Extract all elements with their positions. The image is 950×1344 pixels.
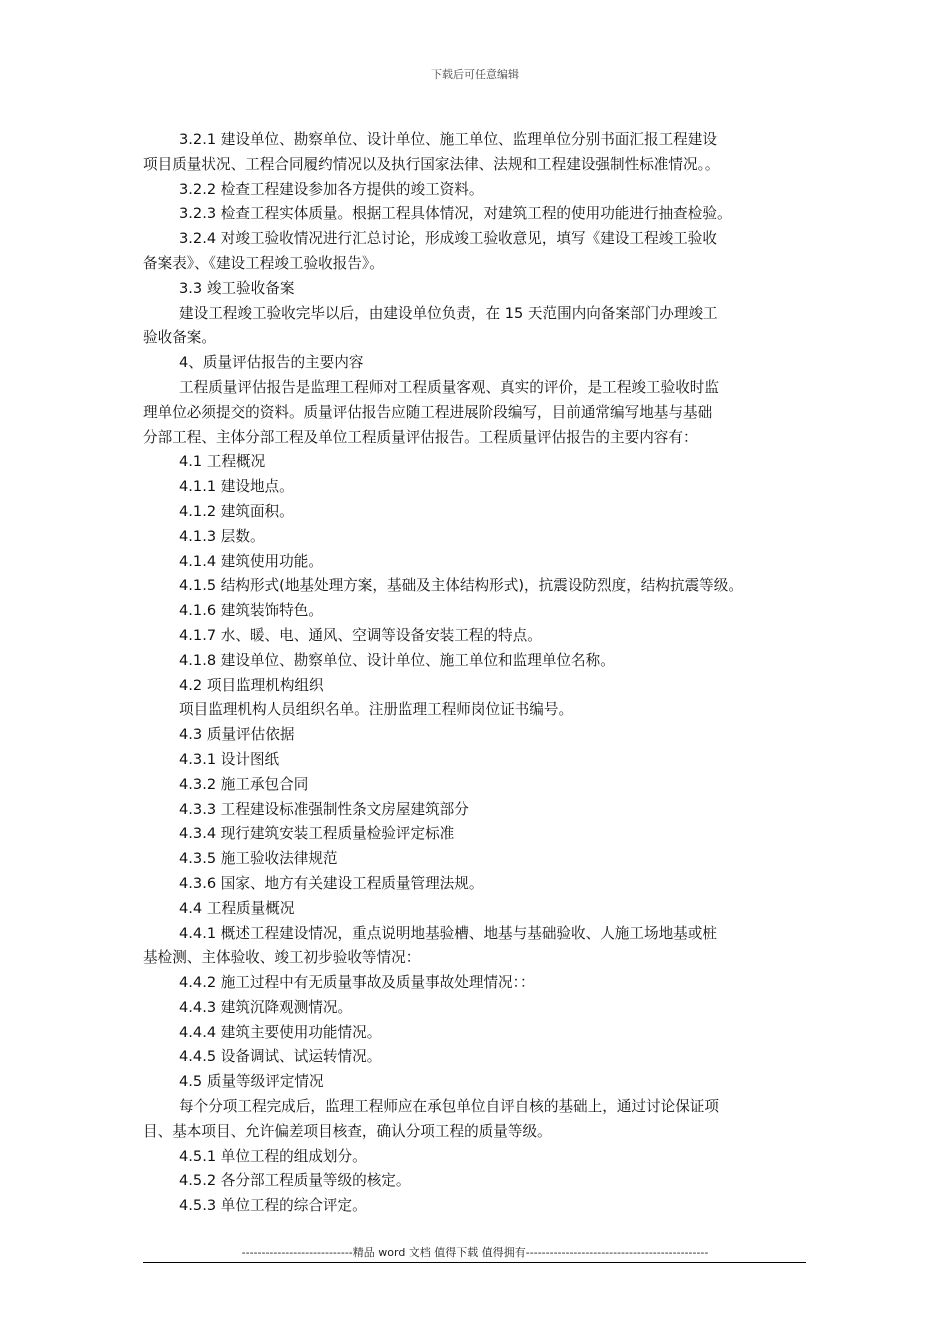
paragraph-line: 4.3.2 施工承包合同	[179, 775, 309, 793]
paragraph-line: 4.4 工程质量概况	[179, 899, 295, 917]
paragraph-line: 工程质量评估报告是监理工程师对工程质量客观、真实的评价，是工程竣工验收时监	[179, 378, 719, 396]
paragraph-line: 每个分项工程完成后，监理工程师应在承包单位自评自核的基础上，通过讨论保证项	[179, 1098, 719, 1116]
paragraph-line: 4.4.3 建筑沉降观测情况。	[179, 998, 353, 1016]
paragraph-line: 项目质量状况、工程合同履约情况以及执行国家法律、法规和工程建设强制性标准情况。。	[143, 155, 720, 173]
paragraph-line: 理单位必须提交的资料。质量评估报告应随工程进展阶段编写，目前通常编写地基与基础	[143, 403, 713, 421]
paragraph-line: 3.2.4 对竣工验收情况进行汇总讨论，形成竣工验收意见，填写《建设工程竣工验收	[179, 230, 717, 248]
footer-divider	[143, 1262, 806, 1263]
page-header: 下载后可任意编辑	[431, 68, 519, 81]
paragraph-line: 备案表》、《建设工程竣工验收报告》。	[143, 254, 384, 272]
paragraph-line: 分部工程、主体分部工程及单位工程质量评估报告。工程质量评估报告的主要内容有：	[143, 428, 698, 446]
paragraph-line: 3.2.3 检查工程实体质量。根据工程具体情况，对建筑工程的使用功能进行抽查检验。	[179, 205, 732, 223]
paragraph-line: 4.5.3 单位工程的综合评定。	[179, 1197, 367, 1215]
paragraph-line: 4、质量评估报告的主要内容	[179, 354, 364, 372]
paragraph-line: 3.2.1 建设单位、勘察单位、设计单位、施工单位、监理单位分别书面汇报工程建设	[179, 131, 717, 148]
paragraph-line: 3.2.2 检查工程建设参加各方提供的竣工资料。	[179, 180, 484, 198]
paragraph-line: 4.1.3 层数。	[179, 527, 265, 545]
page-footer: ----------------------------精品 word 文档 值得下载 值得拥有----------------------------------------------	[241, 1246, 709, 1259]
paragraph-line: 4.3.5 施工验收法律规范	[179, 850, 338, 868]
paragraph-line: 4.3.4 现行建筑安装工程质量检验评定标准	[179, 825, 455, 843]
paragraph-line: 4.1.2 建筑面积。	[179, 502, 294, 520]
paragraph-line: 建设工程竣工验收完毕以后，由建设单位负责，在 15 天范围内向备案部门办理竣工	[179, 304, 718, 322]
paragraph-line: 4.1.4 建筑使用功能。	[179, 552, 323, 570]
paragraph-line: 目、基本项目、允许偏差项目核查，确认分项工程的质量等级。	[143, 1122, 552, 1140]
paragraph-line: 4.1.7 水、暖、电、通风、空调等设备安装工程的特点。	[179, 626, 542, 644]
paragraph-line: 4.3.1 设计图纸	[179, 750, 280, 768]
paragraph-line: 4.5.1 单位工程的组成划分。	[179, 1147, 367, 1165]
paragraph-line: 4.1.6 建筑装饰特色。	[179, 602, 323, 620]
paragraph-line: 4.4.5 设备调试、试运转情况。	[179, 1048, 382, 1066]
paragraph-line: 4.1.8 建设单位、勘察单位、设计单位、施工单位和监理单位名称。	[179, 651, 615, 669]
paragraph-line: 3.3 竣工验收备案	[179, 279, 295, 297]
paragraph-line: 项目监理机构人员组织名单。注册监理工程师岗位证书编号。	[179, 701, 574, 719]
paragraph-line: 4.1.1 建设地点。	[179, 478, 294, 496]
paragraph-line: 基检测、主体验收、竣工初步验收等情况：	[143, 949, 421, 967]
paragraph-line: 4.1 工程概况	[179, 453, 266, 471]
document-body	[143, 128, 823, 1219]
paragraph-line: 4.3 质量评估依据	[179, 726, 295, 744]
paragraph-line: 4.4.4 建筑主要使用功能情况。	[179, 1023, 382, 1041]
paragraph-line: 验收备案。	[143, 329, 216, 347]
paragraph-line: 4.4.1 概述工程建设情况，重点说明地基验槽、地基与基础验收、人施工场地基或桩	[179, 924, 717, 942]
paragraph-line: 4.5.2 各分部工程质量等级的核定。	[179, 1172, 411, 1190]
paragraph-line: 4.3.3 工程建设标准强制性条文房屋建筑部分	[179, 800, 469, 818]
paragraph-line: 4.5 质量等级评定情况	[179, 1073, 324, 1091]
paragraph-line: 4.4.2 施工过程中有无质量事故及质量事故处理情况：：	[179, 974, 535, 992]
paragraph-line: 4.3.6 国家、地方有关建设工程质量管理法规。	[179, 874, 484, 892]
paragraph-line: 4.2 项目监理机构组织	[179, 676, 324, 694]
paragraph-line: 4.1.5 结构形式(地基处理方案，基础及主体结构形式)，抗震设防烈度，结构抗震等级。	[179, 577, 743, 595]
